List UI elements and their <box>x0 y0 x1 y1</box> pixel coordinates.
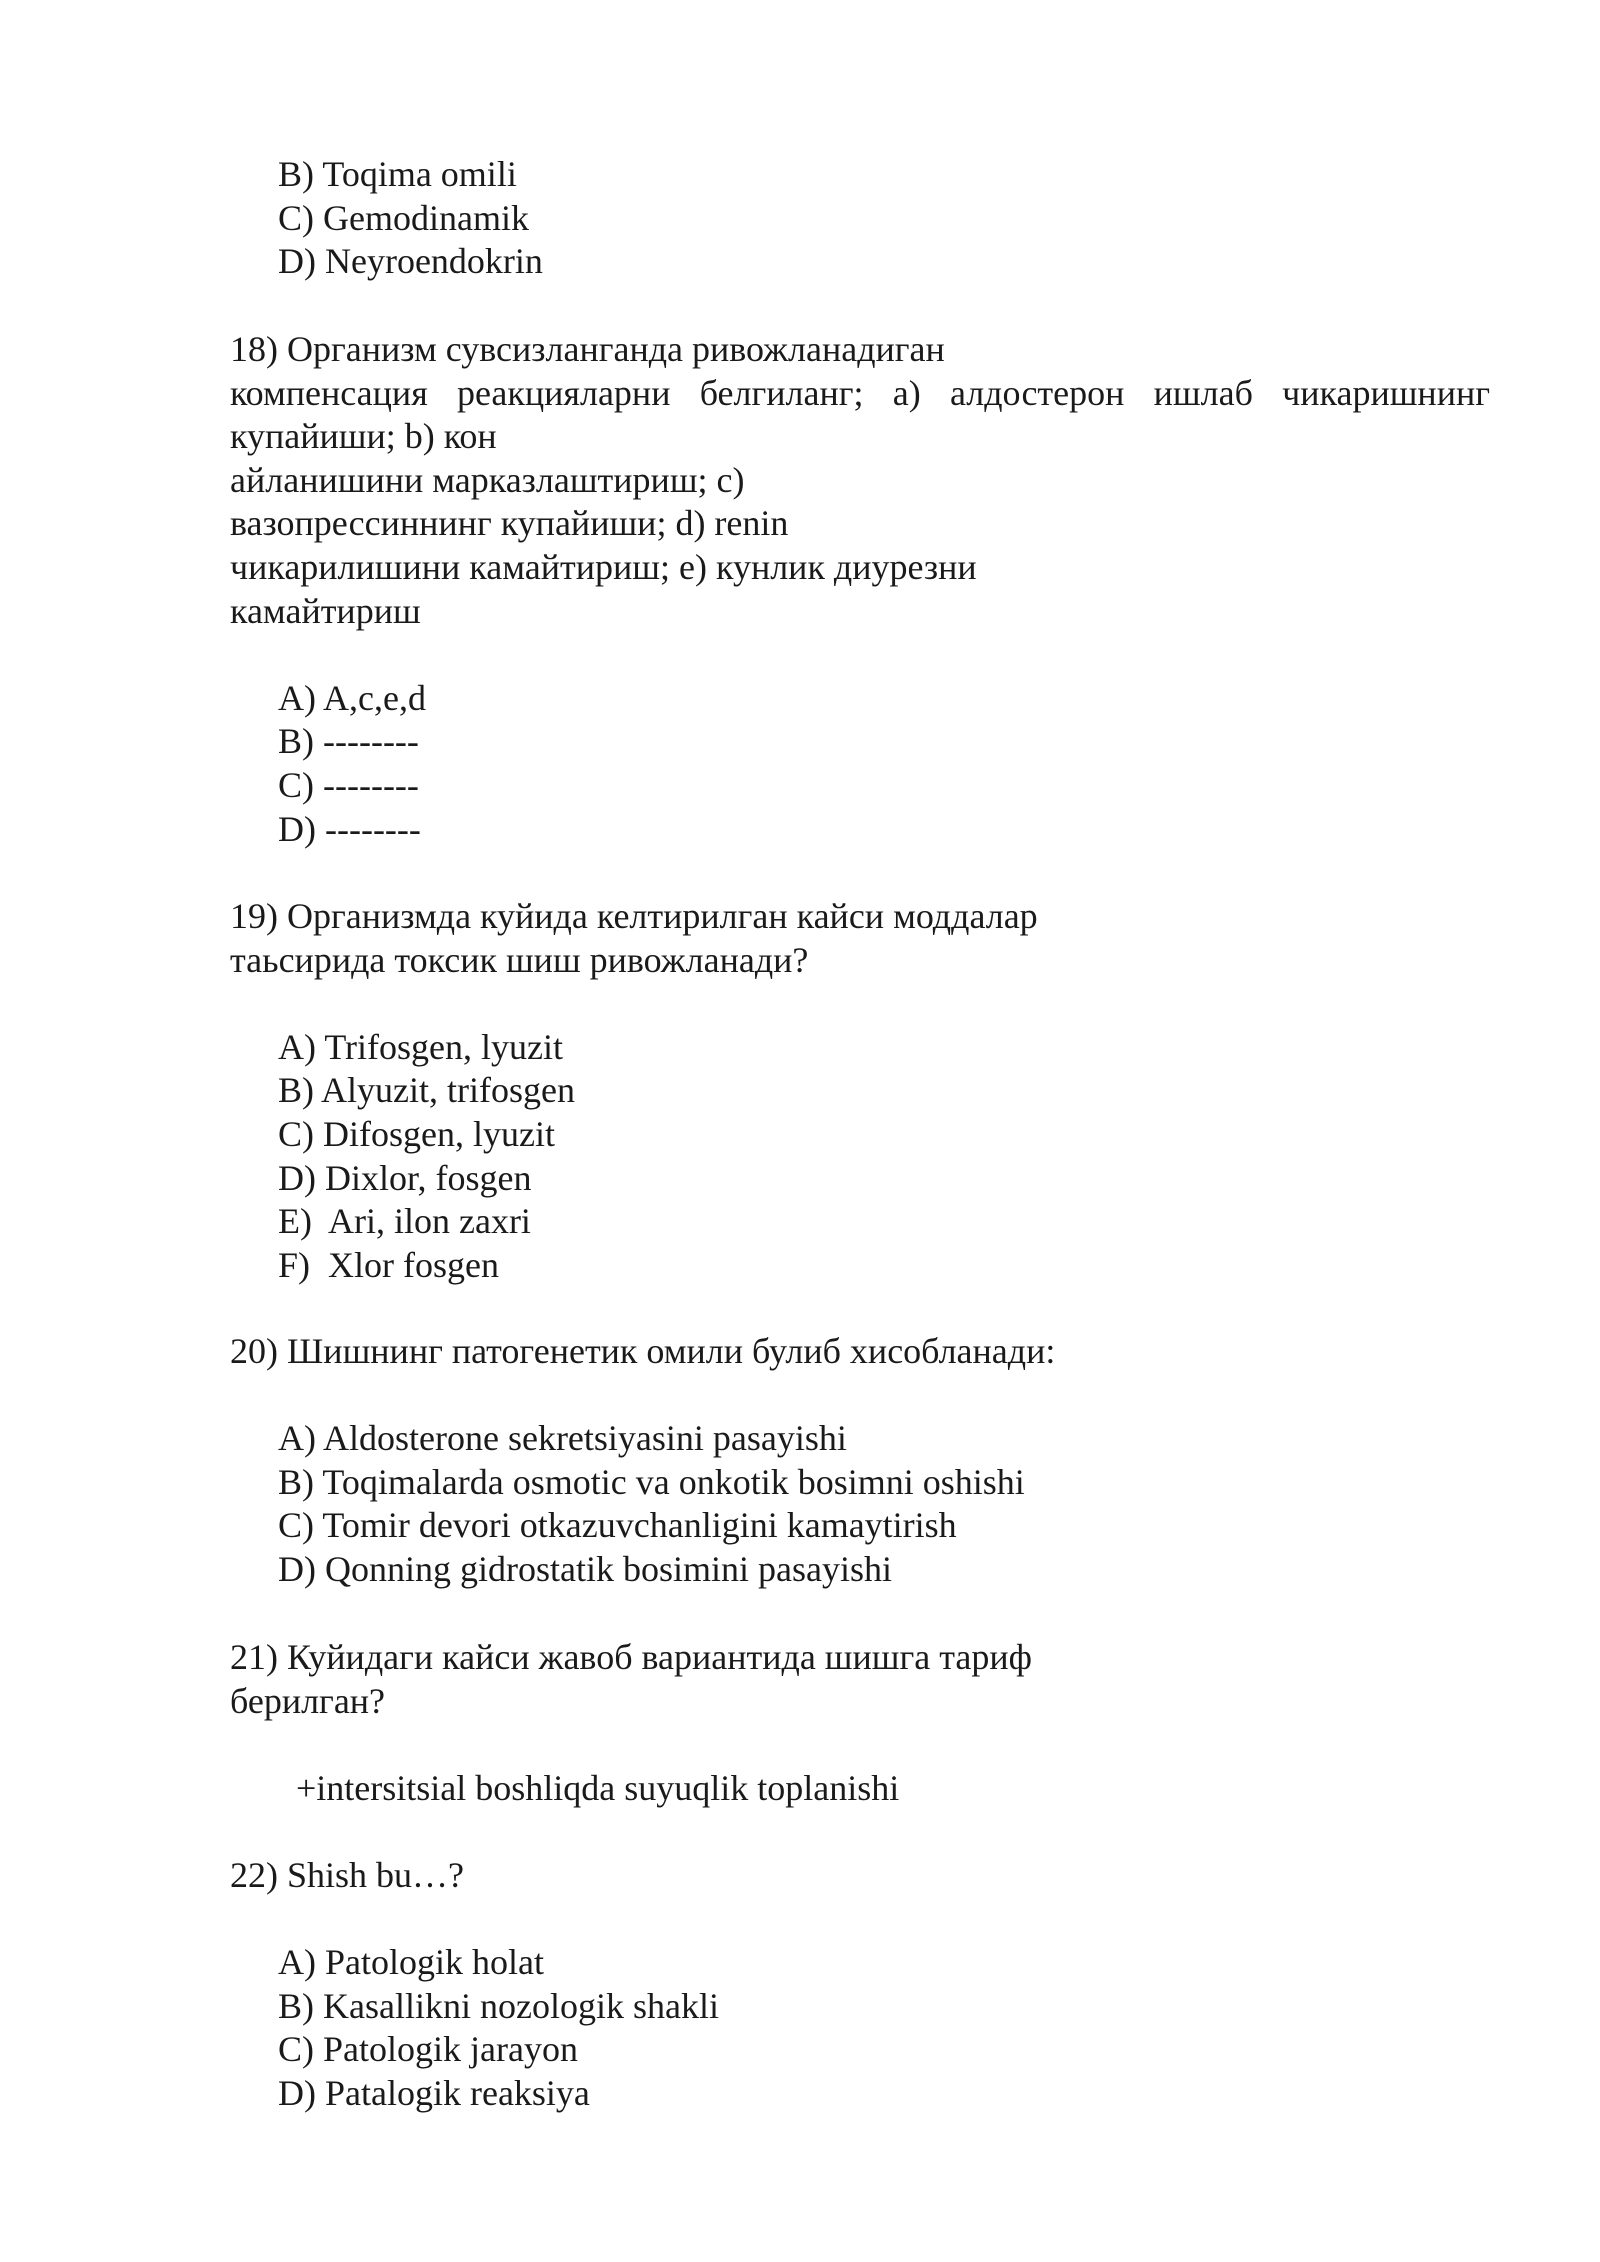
question-19 <box>230 895 1490 1287</box>
option-d: D) Neyroendokrin <box>278 241 543 282</box>
option-c: C) Tomir devori otkazuvchanligini kamaytirish <box>278 1505 957 1546</box>
option-b: B) Kasallikni nozologik shakli <box>278 1985 719 2026</box>
q17-options <box>230 153 1490 284</box>
option-d: D) Dixlor, fosgen <box>278 1157 532 1198</box>
option-c: C) Gemodinamik <box>278 197 529 238</box>
option-b: B) Alyuzit, trifosgen <box>278 1070 575 1111</box>
option-c: C) Difosgen, lyuzit <box>278 1113 555 1154</box>
answer-text: +intersitsial boshliqda suyuqlik toplanishi <box>296 1767 900 1808</box>
question-18 <box>230 328 1490 851</box>
question-21 <box>230 1636 1490 1810</box>
option-d: D) Patalogik reaksiya <box>278 2072 590 2113</box>
question-text-line: чикарилишини камайтириш; e) кунлик диурезни <box>230 546 977 587</box>
option-c: C) Patologik jarayon <box>278 2029 578 2070</box>
question-text-line: купайиши; b) кон <box>230 416 497 457</box>
option-f: F) Xlor fosgen <box>278 1244 499 1285</box>
question-text-line: айланишини марказлаштириш; c) <box>230 459 745 500</box>
question-text-line: 19) Организмда куйида келтирилган кайси моддалар <box>230 896 1038 936</box>
question-text-line: 18) Организм сувсизланганда ривожланадиган <box>230 329 945 369</box>
question-22 <box>230 1854 1490 2116</box>
option-b: B) -------- <box>278 721 419 762</box>
question-text-line: 22) Shish bu…? <box>230 1855 464 1895</box>
question-text-line: таьсирида токсик шиш ривожланади? <box>230 939 809 980</box>
option-a: A) Trifosgen, lyuzit <box>278 1026 564 1067</box>
option-d: D) -------- <box>278 808 421 849</box>
question-20 <box>230 1330 1490 1592</box>
question-text-line: 20) Шишнинг патогенетик омили булиб хисобланади: <box>230 1331 1056 1371</box>
option-c: C) -------- <box>278 764 419 805</box>
question-text-line: 21) Куйидаги кайси жавоб вариантида шишга тариф <box>230 1637 1033 1677</box>
question-text-line: компенсация реакцияларни белгиланг; a) алдостерон ишлаб чикаришнинг <box>230 372 1490 413</box>
option-a: A) Patologik holat <box>278 1942 544 1983</box>
question-text-line: берилган? <box>230 1680 386 1721</box>
option-d: D) Qonning gidrostatik bosimini pasayishi <box>278 1548 892 1589</box>
question-text-line: вазопрессиннинг купайиши; d) renin <box>230 503 789 544</box>
option-b: B) Toqima omili <box>278 154 517 194</box>
option-a: A) A,c,e,d <box>278 677 426 718</box>
option-e: E) Ari, ilon zaxri <box>278 1201 531 1242</box>
option-a: A) Aldosterone sekretsiyasini pasayishi <box>278 1418 847 1459</box>
question-text-line: камайтириш <box>230 590 421 631</box>
option-b: B) Toqimalarda osmotic va onkotik bosimni oshishi <box>278 1461 1025 1502</box>
